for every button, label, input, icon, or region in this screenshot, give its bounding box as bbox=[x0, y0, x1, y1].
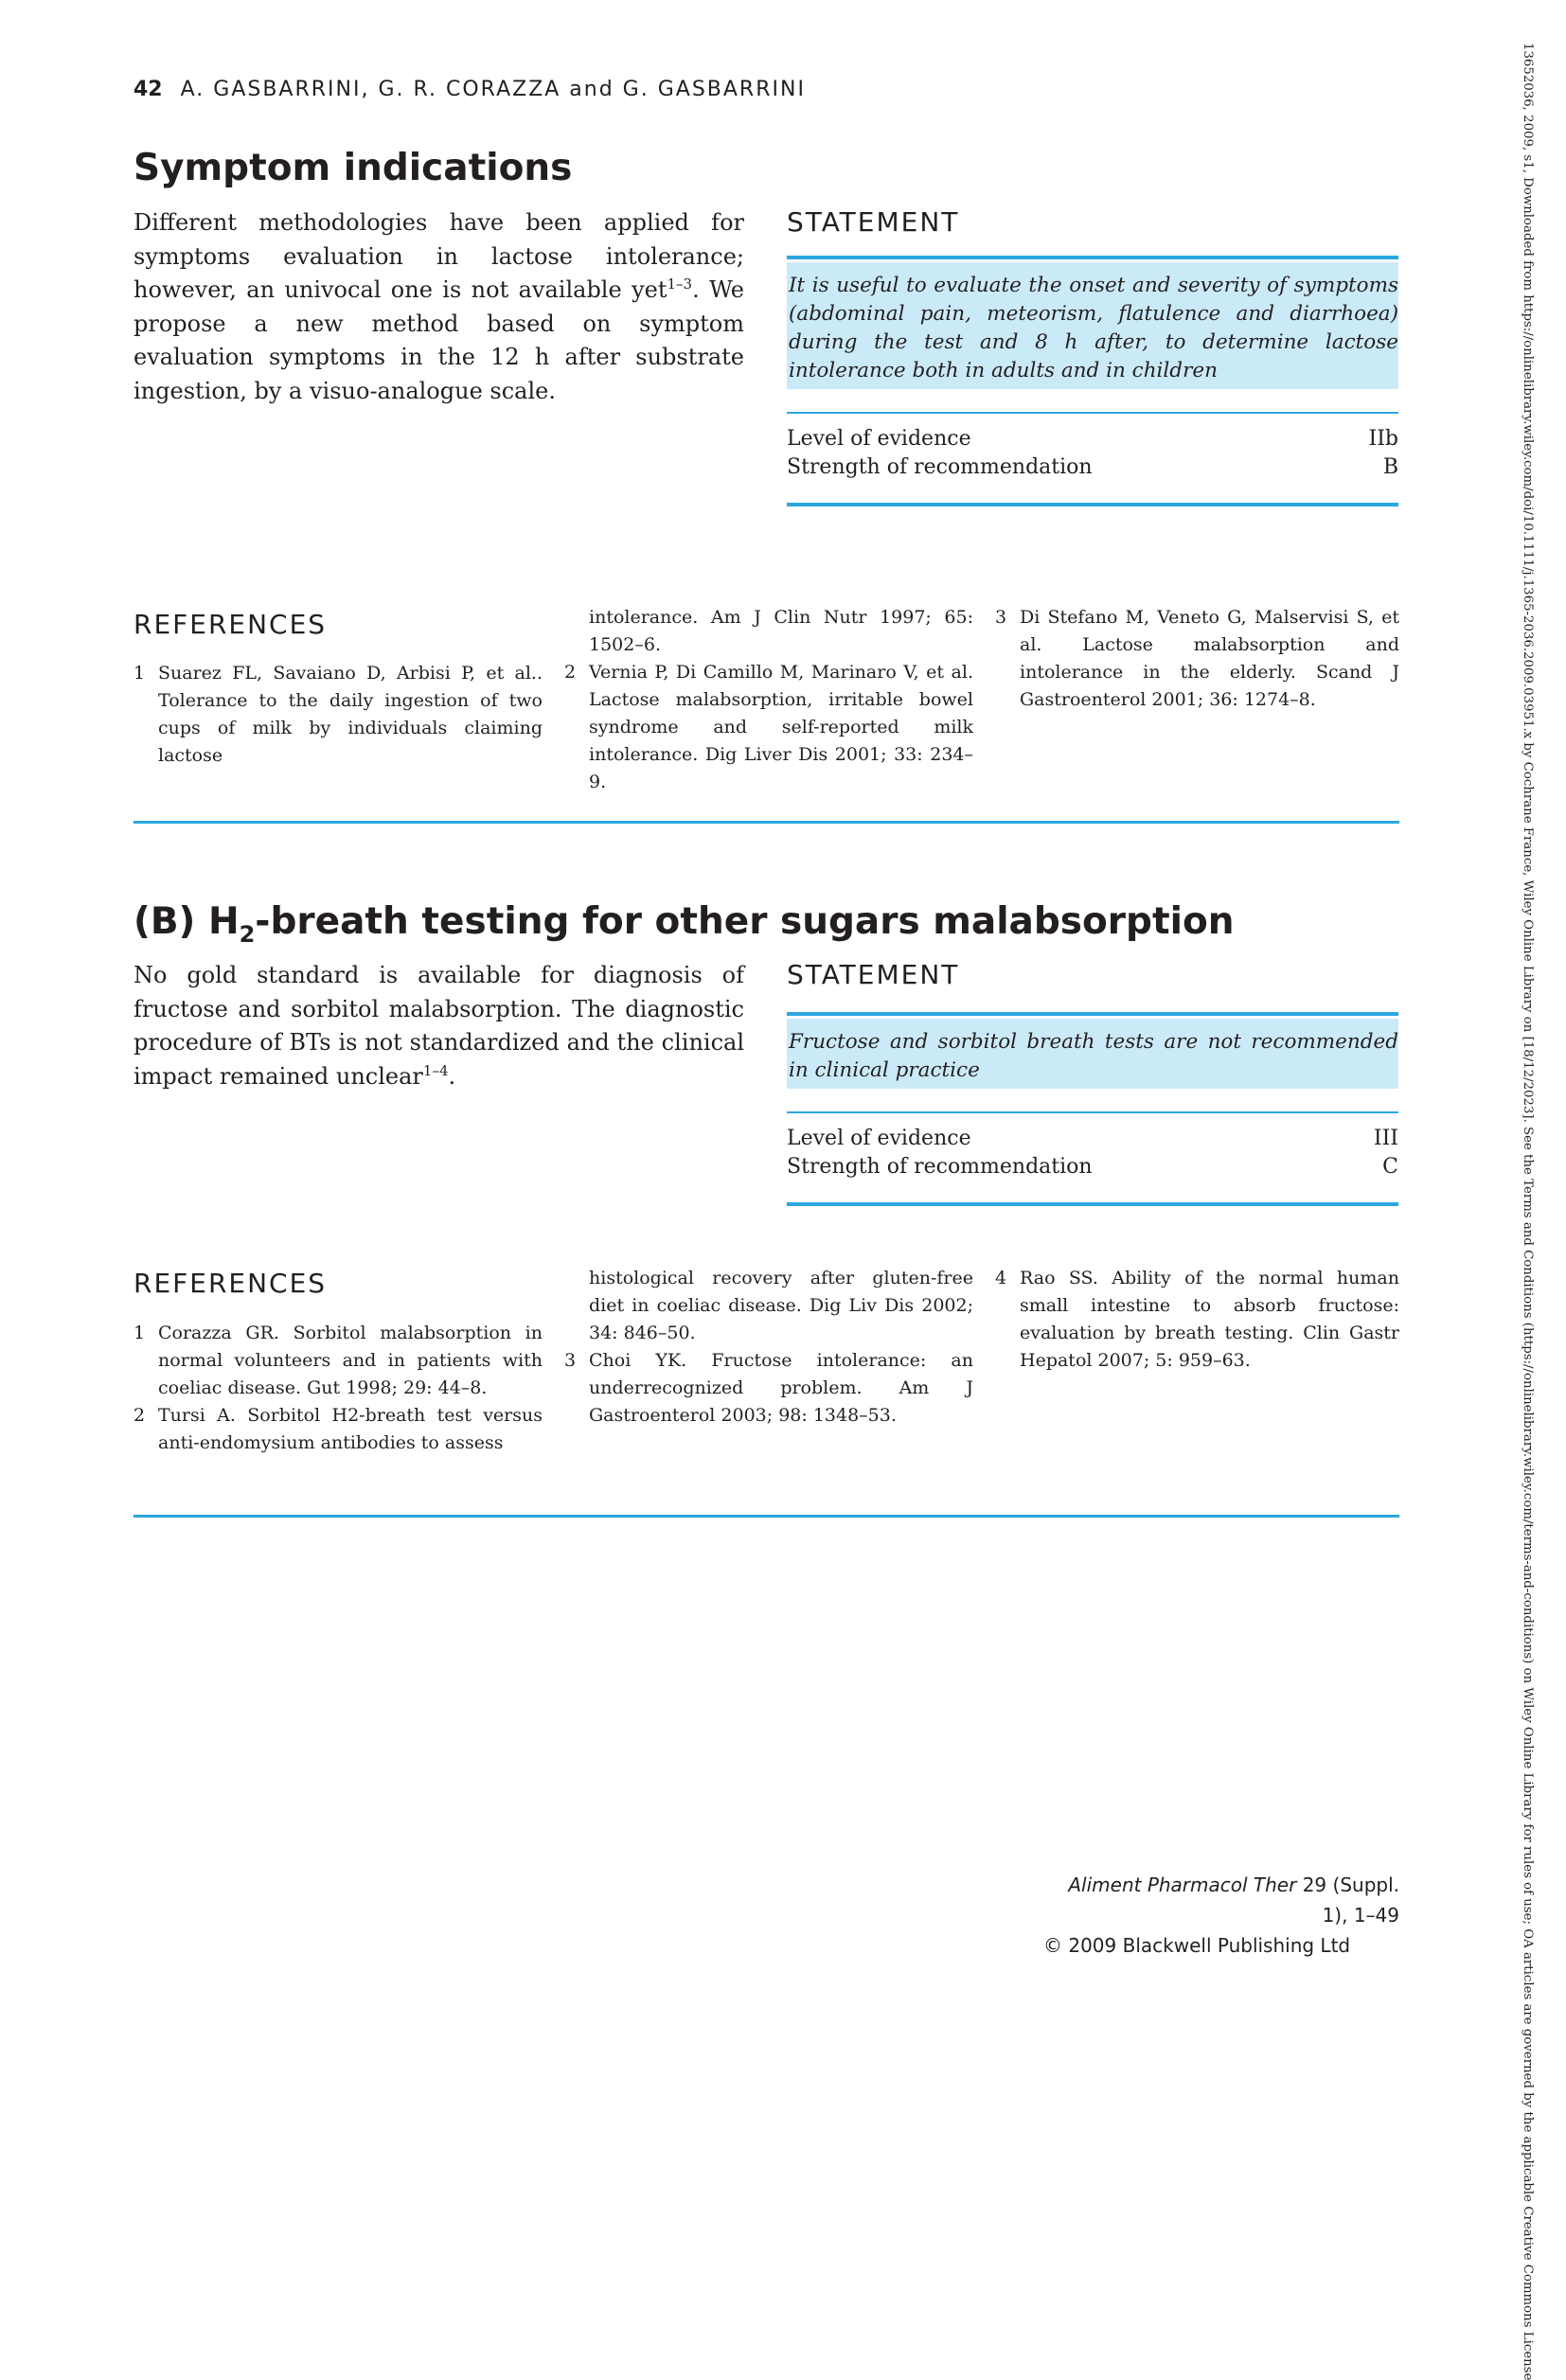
references-heading: REFERENCES bbox=[133, 1268, 328, 1299]
running-head bbox=[133, 78, 806, 101]
reference-item bbox=[564, 659, 973, 796]
references-column-3 bbox=[995, 1265, 1399, 1375]
strength-value: C bbox=[1382, 1155, 1398, 1179]
reference-text: Vernia P, Di Camillo M, Marinaro V, et al. Lactose malabsorption, irritable bowel syndrome and self-reported milk intolerance. Dig Liver Dis 2001; 33: 234–9. bbox=[589, 662, 973, 792]
reference-item-continued bbox=[564, 604, 973, 659]
reference-item bbox=[995, 604, 1399, 714]
body-text: Different methodologies have been applied for symptoms evaluation in lactose intolerance; however, an univocal one is not available yet bbox=[133, 209, 744, 304]
reference-number: 3 bbox=[564, 1350, 577, 1371]
statement-bottom-rule bbox=[787, 1202, 1398, 1206]
journal-citation bbox=[1040, 1870, 1399, 1930]
level-of-evidence-row bbox=[787, 425, 1398, 453]
section-divider bbox=[133, 1515, 1399, 1518]
strength-value: B bbox=[1382, 455, 1398, 479]
references-column-3 bbox=[995, 604, 1399, 714]
journal-footer bbox=[1040, 1870, 1399, 1961]
download-notice-text: 13652036, 2009, s1, Downloaded from https://onlinelibrary.wiley.com/doi/10.1111/j.1365-2036.2009.03951.x by Cochrane France, Wiley Online Library on [18/12/2023]. See the Terms and Conditions (https://onlinelibrary.wiley.com/terms-and-conditions) on Wiley Online Library for rules of use; OA articles are governed by the applicable Creative Commons License bbox=[1521, 43, 1535, 2380]
statement-heading: STATEMENT bbox=[787, 959, 960, 990]
statement-text: It is useful to evaluate the onset and severity of symptoms (abdominal pain, meteorism, flatulence and diarrhoea) during the test and 8 h after, to determine lactose intolerance both in adults and in children bbox=[787, 262, 1398, 389]
reference-text: Corazza GR. Sorbitol malabsorption in normal volunteers and in patients with coeliac disease. Gut 1998; 29: 44–8. bbox=[158, 1323, 543, 1398]
reference-text: Suarez FL, Savaiano D, Arbisi P, et al.. Tolerance to the daily ingestion of two cups of milk by individuals claiming lactose bbox=[158, 663, 543, 766]
strength-row bbox=[787, 1153, 1398, 1181]
citation-superscript: 1–3 bbox=[667, 275, 693, 293]
download-notice bbox=[1520, 43, 1539, 2380]
reference-text: Di Stefano M, Veneto G, Malservisi S, et al. Lactose malabsorption and intolerance in the elderly. Scand J Gastroenterol 2001; 36: 1274–8. bbox=[1020, 607, 1399, 710]
body-text: . bbox=[448, 1062, 456, 1090]
reference-continuation: intolerance. Am J Clin Nutr 1997; 65: 1502–6. bbox=[589, 607, 973, 655]
reference-text: Choi YK. Fructose intolerance: an underrecognized problem. Am J Gastroenterol 2003; 98: 1348–53. bbox=[589, 1350, 973, 1426]
strength-label: Strength of recommendation bbox=[787, 455, 1093, 479]
reference-item bbox=[133, 660, 543, 770]
statement-text: Fructose and sorbitol breath tests are not recommended in clinical practice bbox=[787, 1019, 1398, 1089]
references-column-2 bbox=[564, 604, 973, 796]
statement-heading: STATEMENT bbox=[787, 206, 960, 238]
reference-item-continued bbox=[564, 1265, 973, 1347]
level-label: Level of evidence bbox=[787, 1127, 971, 1150]
body-text: No gold standard is available for diagnosis of fructose and sorbitol malabsorption. The diagnostic procedure of BTs is not standardized and the clinical impact remained unclear bbox=[133, 962, 744, 1090]
reference-number: 1 bbox=[133, 1323, 146, 1343]
reference-text: Rao SS. Ability of the normal human small intestine to absorb fructose: evaluation by breath testing. Clin Gastr Hepatol 2007; 5: 959–63. bbox=[1020, 1268, 1399, 1371]
reference-number: 3 bbox=[995, 607, 1007, 628]
title-subscript: 2 bbox=[239, 920, 256, 948]
copyright: © 2009 Blackwell Publishing Ltd bbox=[1043, 1934, 1351, 1957]
statement-bottom-rule bbox=[787, 503, 1398, 506]
reference-number: 2 bbox=[564, 662, 577, 683]
references-column-2 bbox=[564, 1265, 973, 1430]
level-label: Level of evidence bbox=[787, 427, 971, 451]
level-of-evidence-row bbox=[787, 1125, 1398, 1153]
reference-number: 4 bbox=[995, 1268, 1007, 1288]
section-title-h2-breath-testing bbox=[133, 900, 1235, 948]
title-part: -breath testing for other sugars malabsorption bbox=[255, 900, 1235, 943]
reference-number: 2 bbox=[133, 1405, 146, 1426]
title-part: (B) H bbox=[133, 900, 240, 943]
body-text: . We propose a new method based on symptom evaluation symptoms in the 12 h after substrate ingestion, by a visuo-analogue scale. bbox=[133, 276, 745, 404]
reference-item bbox=[564, 1347, 973, 1430]
section-divider bbox=[133, 821, 1399, 824]
section2-body bbox=[133, 959, 744, 1093]
reference-item bbox=[995, 1265, 1399, 1375]
reference-number: 1 bbox=[133, 663, 146, 684]
statement-box-2 bbox=[787, 959, 1398, 1206]
citation-superscript: 1–4 bbox=[422, 1061, 449, 1079]
references-column-1 bbox=[133, 660, 543, 770]
page-number: 42 bbox=[133, 78, 163, 101]
section-title-symptom-indications: Symptom indications bbox=[133, 147, 573, 189]
strength-label: Strength of recommendation bbox=[787, 1155, 1093, 1179]
level-value: III bbox=[1373, 1127, 1398, 1150]
statement-box-1 bbox=[787, 206, 1398, 506]
references-column-1 bbox=[133, 1320, 543, 1457]
reference-text: Tursi A. Sorbitol H2-breath test versus anti-endomysium antibodies to assess bbox=[158, 1405, 543, 1453]
reference-continuation: histological recovery after gluten-free diet in coeliac disease. Dig Liv Dis 2002; 34: 846–50. bbox=[589, 1268, 973, 1343]
strength-row bbox=[787, 453, 1398, 482]
journal-issue-pages: (Suppl. 1), 1–49 bbox=[1322, 1874, 1399, 1927]
section1-body bbox=[133, 206, 744, 409]
journal-name: Aliment Pharmacol Ther bbox=[1068, 1874, 1297, 1896]
references-heading: REFERENCES bbox=[133, 609, 328, 640]
journal-volume: 29 bbox=[1302, 1874, 1327, 1896]
reference-item bbox=[133, 1320, 543, 1402]
authors: A. GASBARRINI, G. R. CORAZZA and G. GASBARRINI bbox=[180, 78, 806, 101]
level-value: IIb bbox=[1368, 427, 1398, 451]
reference-item bbox=[133, 1402, 543, 1457]
